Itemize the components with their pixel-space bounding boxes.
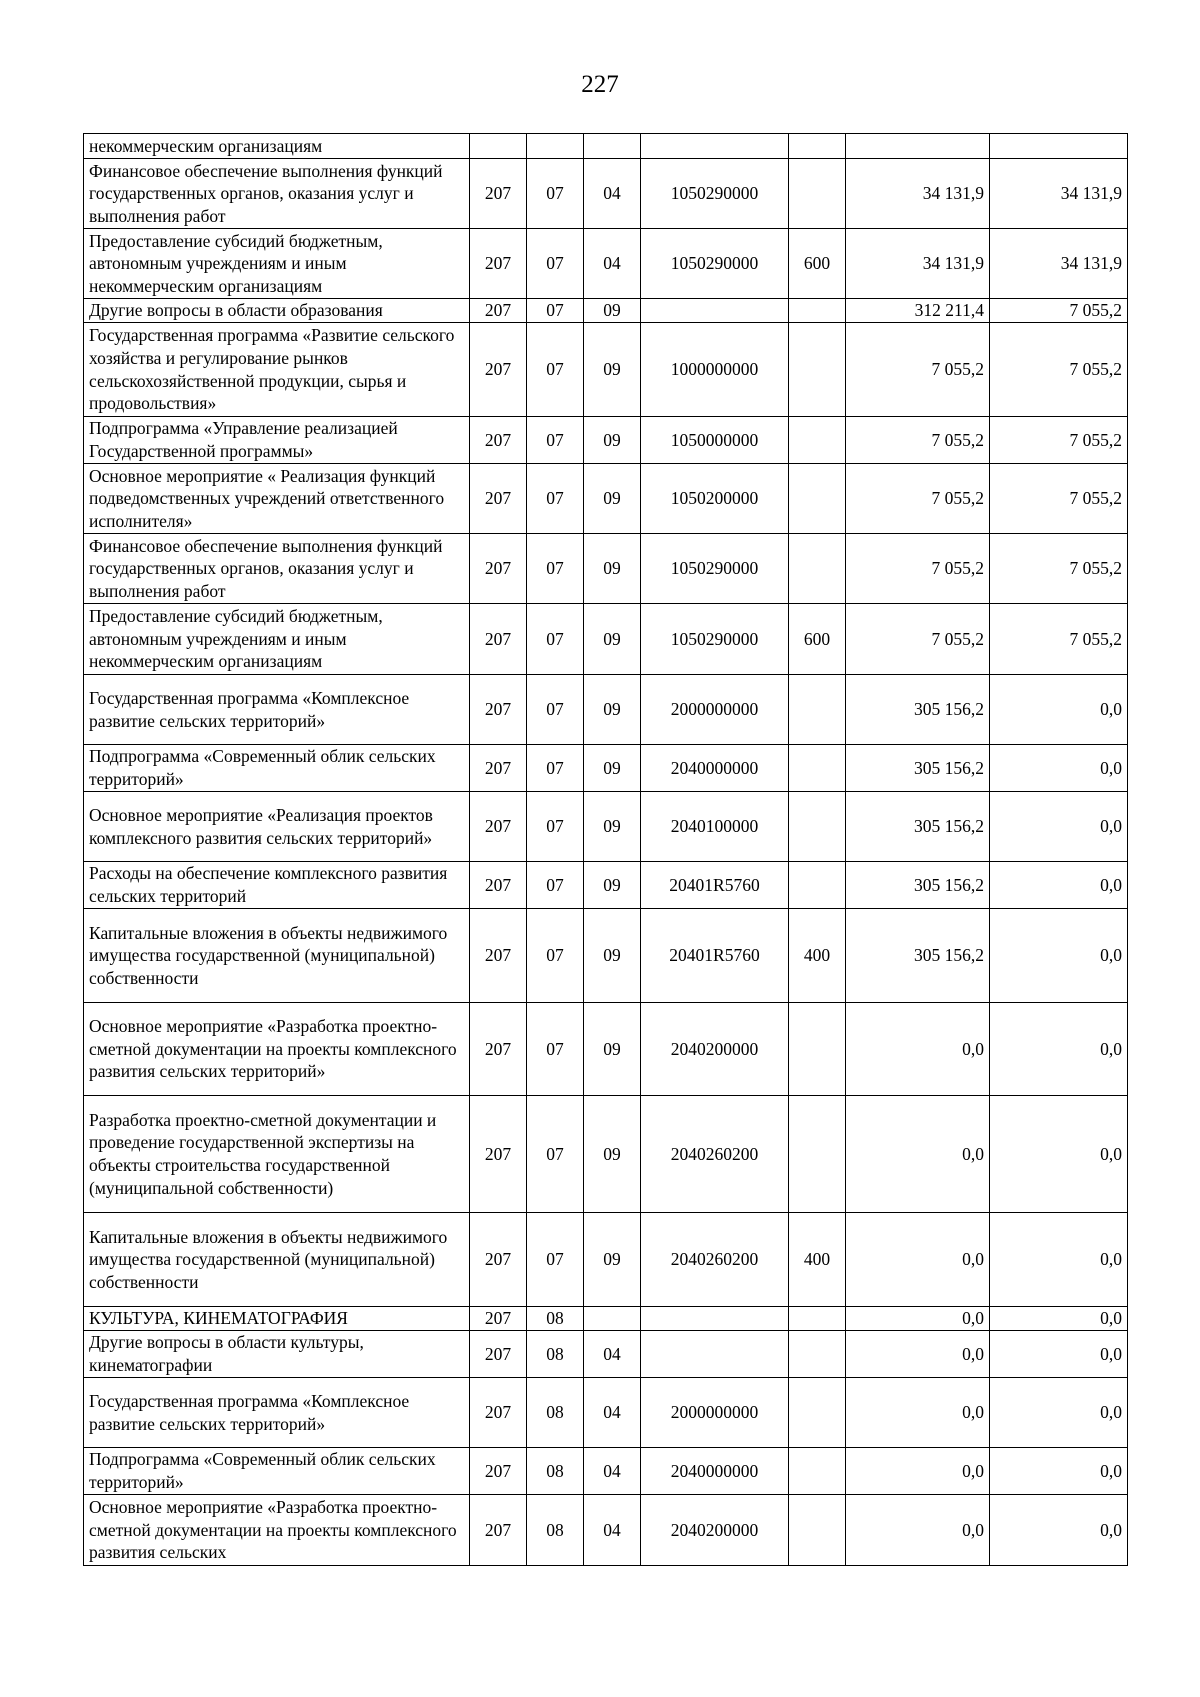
row-name-cell: Другие вопросы в области культуры, кинематографии (84, 1331, 470, 1378)
table-row (84, 534, 1128, 604)
expense-type-code-cell (789, 792, 846, 862)
expense-type-code-cell (789, 1448, 846, 1495)
expense-type-code-cell (789, 1331, 846, 1378)
section-code-cell: 07 (527, 299, 584, 323)
table-row (84, 675, 1128, 745)
amount-first-year-cell: 0,0 (846, 1448, 990, 1495)
amount-second-year-cell: 7 055,2 (990, 604, 1128, 675)
subsection-code-cell: 09 (584, 745, 641, 792)
subsection-code-cell: 04 (584, 1331, 641, 1378)
table-row (84, 1096, 1128, 1213)
expense-type-code-cell (789, 159, 846, 229)
table-row (84, 299, 1128, 323)
row-name-cell: Разработка проектно-сметной документации и проведение государственной экспертизы на объекты строительства государственной (муниципальной собственности) (84, 1096, 470, 1213)
expense-type-code-cell (789, 417, 846, 464)
ministry-code-cell: 207 (470, 1378, 527, 1448)
ministry-code-cell: 207 (470, 1331, 527, 1378)
ministry-code-cell (470, 134, 527, 159)
row-name-cell: Государственная программа «Развитие сельского хозяйства и регулирование рынков сельскохозяйственной продукции, сырья и продовольствия» (84, 323, 470, 417)
section-code-cell: 07 (527, 792, 584, 862)
subsection-code-cell: 09 (584, 909, 641, 1003)
expense-type-code-cell (789, 1003, 846, 1096)
section-code-cell: 07 (527, 534, 584, 604)
expense-type-code-cell (789, 464, 846, 534)
ministry-code-cell: 207 (470, 159, 527, 229)
subsection-code-cell (584, 134, 641, 159)
expense-type-code-cell (789, 1495, 846, 1566)
amount-first-year-cell: 0,0 (846, 1096, 990, 1213)
target-item-code-cell: 2040200000 (641, 1495, 789, 1566)
section-code-cell: 07 (527, 159, 584, 229)
target-item-code-cell: 1050290000 (641, 229, 789, 299)
ministry-code-cell: 207 (470, 862, 527, 909)
amount-first-year-cell: 312 211,4 (846, 299, 990, 323)
table-row (84, 1448, 1128, 1495)
target-item-code-cell (641, 1331, 789, 1378)
ministry-code-cell: 207 (470, 229, 527, 299)
amount-second-year-cell: 0,0 (990, 1331, 1128, 1378)
row-name-cell: Другие вопросы в области образования (84, 299, 470, 323)
ministry-code-cell: 207 (470, 417, 527, 464)
table-row (84, 1213, 1128, 1307)
subsection-code-cell: 09 (584, 417, 641, 464)
subsection-code-cell: 09 (584, 534, 641, 604)
page-number: 227 (581, 71, 619, 98)
expense-type-code-cell: 600 (789, 604, 846, 675)
amount-second-year-cell: 0,0 (990, 745, 1128, 792)
row-name-cell: Подпрограмма «Современный облик сельских территорий» (84, 1448, 470, 1495)
target-item-code-cell: 20401R5760 (641, 862, 789, 909)
row-name-cell: Основное мероприятие «Разработка проектно- сметной документации на проекты комплексного развития сельских территорий» (84, 1003, 470, 1096)
subsection-code-cell: 04 (584, 1495, 641, 1566)
expense-type-code-cell (789, 299, 846, 323)
amount-second-year-cell: 7 055,2 (990, 417, 1128, 464)
ministry-code-cell: 207 (470, 1213, 527, 1307)
target-item-code-cell: 2040100000 (641, 792, 789, 862)
amount-first-year-cell: 305 156,2 (846, 792, 990, 862)
row-name-cell: Финансовое обеспечение выполнения функций государственных органов, оказания услуг и выполнения работ (84, 534, 470, 604)
amount-first-year-cell: 0,0 (846, 1495, 990, 1566)
amount-second-year-cell (990, 134, 1128, 159)
amount-first-year-cell: 7 055,2 (846, 323, 990, 417)
target-item-code-cell: 2000000000 (641, 675, 789, 745)
target-item-code-cell: 1050290000 (641, 604, 789, 675)
ministry-code-cell: 207 (470, 1307, 527, 1331)
subsection-code-cell: 09 (584, 464, 641, 534)
amount-first-year-cell: 305 156,2 (846, 675, 990, 745)
subsection-code-cell: 09 (584, 1003, 641, 1096)
expense-type-code-cell (789, 534, 846, 604)
table-row (84, 862, 1128, 909)
subsection-code-cell: 09 (584, 299, 641, 323)
expense-type-code-cell (789, 323, 846, 417)
section-code-cell: 07 (527, 1213, 584, 1307)
section-code-cell: 08 (527, 1448, 584, 1495)
row-name-cell: Предоставление субсидий бюджетным, автономным учреждениям и иным некоммерческим организациям (84, 229, 470, 299)
subsection-code-cell: 09 (584, 604, 641, 675)
expense-type-code-cell (789, 1307, 846, 1331)
ministry-code-cell: 207 (470, 909, 527, 1003)
target-item-code-cell: 2040260200 (641, 1096, 789, 1213)
amount-first-year-cell: 7 055,2 (846, 604, 990, 675)
target-item-code-cell: 2040260200 (641, 1213, 789, 1307)
expense-type-code-cell (789, 675, 846, 745)
ministry-code-cell: 207 (470, 1495, 527, 1566)
section-code-cell: 07 (527, 862, 584, 909)
row-name-cell: Подпрограмма «Управление реализацией Государственной программы» (84, 417, 470, 464)
amount-second-year-cell: 0,0 (990, 1213, 1128, 1307)
target-item-code-cell: 2040000000 (641, 1448, 789, 1495)
budget-table (83, 133, 1128, 1566)
section-code-cell: 07 (527, 675, 584, 745)
budget-table-body (84, 134, 1128, 1566)
target-item-code-cell (641, 1307, 789, 1331)
amount-second-year-cell: 7 055,2 (990, 464, 1128, 534)
amount-first-year-cell: 34 131,9 (846, 229, 990, 299)
expense-type-code-cell (789, 1096, 846, 1213)
section-code-cell: 07 (527, 229, 584, 299)
amount-second-year-cell: 7 055,2 (990, 299, 1128, 323)
ministry-code-cell: 207 (470, 534, 527, 604)
table-row (84, 323, 1128, 417)
target-item-code-cell: 2040200000 (641, 1003, 789, 1096)
subsection-code-cell: 04 (584, 229, 641, 299)
expense-type-code-cell: 400 (789, 1213, 846, 1307)
subsection-code-cell: 09 (584, 1096, 641, 1213)
amount-second-year-cell: 0,0 (990, 909, 1128, 1003)
amount-second-year-cell: 0,0 (990, 1448, 1128, 1495)
target-item-code-cell: 1050290000 (641, 534, 789, 604)
expense-type-code-cell (789, 1378, 846, 1448)
amount-first-year-cell: 34 131,9 (846, 159, 990, 229)
ministry-code-cell: 207 (470, 299, 527, 323)
row-name-cell: Государственная программа «Комплексное развитие сельских территорий» (84, 675, 470, 745)
amount-first-year-cell: 305 156,2 (846, 862, 990, 909)
row-name-cell: Капитальные вложения в объекты недвижимого имущества государственной (муниципальной) собственности (84, 1213, 470, 1307)
subsection-code-cell: 09 (584, 675, 641, 745)
table-row (84, 134, 1128, 159)
amount-second-year-cell: 0,0 (990, 862, 1128, 909)
subsection-code-cell: 04 (584, 1378, 641, 1448)
section-code-cell: 08 (527, 1331, 584, 1378)
amount-first-year-cell: 7 055,2 (846, 417, 990, 464)
row-name-cell: Подпрограмма «Современный облик сельских территорий» (84, 745, 470, 792)
expense-type-code-cell (789, 134, 846, 159)
table-row (84, 1495, 1128, 1566)
table-row (84, 464, 1128, 534)
section-code-cell: 07 (527, 1003, 584, 1096)
table-row (84, 1378, 1128, 1448)
section-code-cell: 08 (527, 1495, 584, 1566)
subsection-code-cell: 09 (584, 862, 641, 909)
amount-second-year-cell: 7 055,2 (990, 534, 1128, 604)
ministry-code-cell: 207 (470, 675, 527, 745)
section-code-cell: 07 (527, 464, 584, 534)
section-code-cell (527, 134, 584, 159)
row-name-cell: КУЛЬТУРА, КИНЕМАТОГРАФИЯ (84, 1307, 470, 1331)
ministry-code-cell: 207 (470, 1096, 527, 1213)
row-name-cell: Капитальные вложения в объекты недвижимого имущества государственной (муниципальной) собственности (84, 909, 470, 1003)
amount-second-year-cell: 0,0 (990, 1307, 1128, 1331)
amount-first-year-cell: 7 055,2 (846, 534, 990, 604)
ministry-code-cell: 207 (470, 604, 527, 675)
ministry-code-cell: 207 (470, 792, 527, 862)
amount-second-year-cell: 0,0 (990, 1003, 1128, 1096)
row-name-cell: Государственная программа «Комплексное развитие сельских территорий» (84, 1378, 470, 1448)
amount-second-year-cell: 34 131,9 (990, 159, 1128, 229)
row-name-cell: Основное мероприятие « Реализация функций подведомственных учреждений ответственного исполнителя» (84, 464, 470, 534)
amount-first-year-cell: 0,0 (846, 1331, 990, 1378)
amount-first-year-cell: 0,0 (846, 1378, 990, 1448)
target-item-code-cell: 1050200000 (641, 464, 789, 534)
amount-second-year-cell: 0,0 (990, 675, 1128, 745)
target-item-code-cell (641, 299, 789, 323)
subsection-code-cell: 09 (584, 1213, 641, 1307)
section-code-cell: 07 (527, 323, 584, 417)
row-name-cell: Основное мероприятие «Разработка проектно- сметной документации на проекты комплексного развития сельских (84, 1495, 470, 1566)
target-item-code-cell: 2040000000 (641, 745, 789, 792)
table-row (84, 792, 1128, 862)
amount-first-year-cell: 0,0 (846, 1307, 990, 1331)
expense-type-code-cell (789, 745, 846, 792)
amount-second-year-cell: 34 131,9 (990, 229, 1128, 299)
amount-second-year-cell: 7 055,2 (990, 323, 1128, 417)
amount-first-year-cell: 0,0 (846, 1213, 990, 1307)
ministry-code-cell: 207 (470, 1003, 527, 1096)
amount-first-year-cell: 305 156,2 (846, 909, 990, 1003)
amount-first-year-cell: 305 156,2 (846, 745, 990, 792)
row-name-cell: Финансовое обеспечение выполнения функций государственных органов, оказания услуг и выполнения работ (84, 159, 470, 229)
section-code-cell: 08 (527, 1378, 584, 1448)
subsection-code-cell: 04 (584, 1448, 641, 1495)
ministry-code-cell: 207 (470, 745, 527, 792)
target-item-code-cell: 20401R5760 (641, 909, 789, 1003)
target-item-code-cell: 2000000000 (641, 1378, 789, 1448)
section-code-cell: 07 (527, 604, 584, 675)
amount-second-year-cell: 0,0 (990, 1495, 1128, 1566)
section-code-cell: 07 (527, 417, 584, 464)
row-name-cell: Основное мероприятие «Реализация проектов комплексного развития сельских территорий» (84, 792, 470, 862)
target-item-code-cell: 1050290000 (641, 159, 789, 229)
amount-second-year-cell: 0,0 (990, 792, 1128, 862)
target-item-code-cell: 1050000000 (641, 417, 789, 464)
table-row (84, 909, 1128, 1003)
amount-first-year-cell: 0,0 (846, 1003, 990, 1096)
table-row (84, 1331, 1128, 1378)
section-code-cell: 08 (527, 1307, 584, 1331)
section-code-cell: 07 (527, 745, 584, 792)
table-row (84, 1307, 1128, 1331)
table-row (84, 159, 1128, 229)
target-item-code-cell (641, 134, 789, 159)
ministry-code-cell: 207 (470, 323, 527, 417)
table-row (84, 604, 1128, 675)
expense-type-code-cell: 400 (789, 909, 846, 1003)
table-row (84, 1003, 1128, 1096)
subsection-code-cell (584, 1307, 641, 1331)
row-name-cell: Предоставление субсидий бюджетным, автономным учреждениям и иным некоммерческим организациям (84, 604, 470, 675)
subsection-code-cell: 09 (584, 792, 641, 862)
amount-second-year-cell: 0,0 (990, 1096, 1128, 1213)
amount-first-year-cell: 7 055,2 (846, 464, 990, 534)
expense-type-code-cell: 600 (789, 229, 846, 299)
table-row (84, 417, 1128, 464)
section-code-cell: 07 (527, 909, 584, 1003)
amount-second-year-cell: 0,0 (990, 1378, 1128, 1448)
table-row (84, 229, 1128, 299)
subsection-code-cell: 09 (584, 323, 641, 417)
ministry-code-cell: 207 (470, 464, 527, 534)
amount-first-year-cell (846, 134, 990, 159)
expense-type-code-cell (789, 862, 846, 909)
table-row (84, 745, 1128, 792)
row-name-cell: Расходы на обеспечение комплексного развития сельских территорий (84, 862, 470, 909)
section-code-cell: 07 (527, 1096, 584, 1213)
target-item-code-cell: 1000000000 (641, 323, 789, 417)
subsection-code-cell: 04 (584, 159, 641, 229)
row-name-cell: некоммерческим организациям (84, 134, 470, 159)
ministry-code-cell: 207 (470, 1448, 527, 1495)
